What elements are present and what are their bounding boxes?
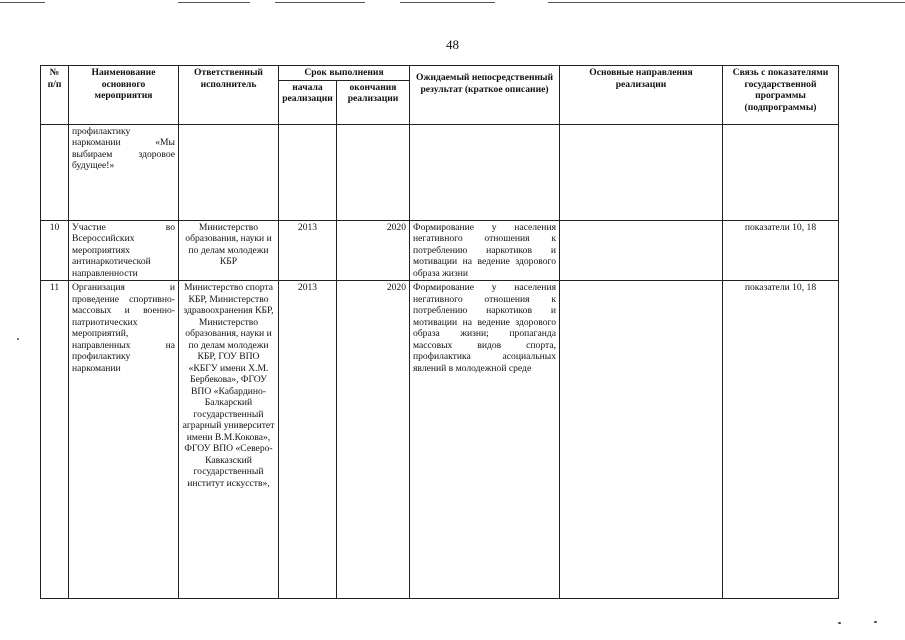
row-executor: Министерство спорта КБР, Министерство здравоохранения КБР, Министерство образования, науки и по делам молодежи КБР, ГОУ ВПО «КБГУ имени Х.М. Бербекова», ФГОУ ВПО «Кабардино-Балкарский государственный аграрный университет имени В.М.Кокова», ФГОУ ВПО «Северо-Кавказский государственный институт искусств», xyxy=(179,281,279,599)
row-end-year: 2020 xyxy=(337,220,410,281)
row-expected-result xyxy=(410,124,560,220)
scan-speck xyxy=(17,338,19,340)
header-number: № п/п xyxy=(41,66,69,125)
row-directions xyxy=(560,281,723,599)
table-row xyxy=(41,281,839,599)
row-program-link: показатели 10, 18 xyxy=(723,281,839,599)
scan-line xyxy=(400,2,495,3)
row-start-year: 2013 xyxy=(279,220,337,281)
row-program-link: показатели 10, 18 xyxy=(723,220,839,281)
row-number: 10 xyxy=(41,220,69,281)
header-expected-result: Ожидаемый непосредственный результат (краткое описание) xyxy=(410,66,560,125)
row-activity-name: профилактику наркомании «Мы выбираем здоровое будущее!» xyxy=(69,124,179,220)
scan-line xyxy=(178,2,250,3)
row-directions xyxy=(560,220,723,281)
page-number: 48 xyxy=(446,37,459,52)
row-activity-name: Организация и проведение спортивно-массовых и военно-патриотических мероприятий, направленных на профилактику наркомании xyxy=(69,281,179,599)
header-period: Срок выполнения xyxy=(279,66,410,81)
row-expected-result: Формирование у населения негативного отношения к потреблению наркотиков и мотивации на ведение здорового образа жизни; пропаганда массовых видов спорта, профилактика асоциальных явлений в молодежной среде xyxy=(410,281,560,599)
header-end: окончания реализации xyxy=(337,80,410,124)
row-number: 11 xyxy=(41,281,69,599)
header-directions: Основные направления реализации xyxy=(560,66,723,125)
row-activity-name: Участие во Всероссийских мероприятиях антинаркотической направленности xyxy=(69,220,179,281)
scan-line xyxy=(275,2,365,3)
scan-speck xyxy=(874,621,877,623)
scan-line xyxy=(0,2,45,3)
scan-speck xyxy=(838,622,841,624)
activities-table xyxy=(40,65,839,599)
row-start-year xyxy=(279,124,337,220)
table-row xyxy=(41,220,839,281)
row-expected-result: Формирование у населения негативного отношения к потреблению наркотиков и мотивации на ведение здорового образа жизни xyxy=(410,220,560,281)
row-number xyxy=(41,124,69,220)
header-program-link: Связь с показателями государственной программы (подпрограммы) xyxy=(723,66,839,125)
row-directions xyxy=(560,124,723,220)
row-end-year: 2020 xyxy=(337,281,410,599)
row-executor xyxy=(179,124,279,220)
row-program-link xyxy=(723,124,839,220)
row-end-year xyxy=(337,124,410,220)
scan-line xyxy=(548,2,905,3)
header-activity-name: Наименование основного мероприятия xyxy=(69,66,179,125)
table-row xyxy=(41,124,839,220)
row-start-year: 2013 xyxy=(279,281,337,599)
header-executor: Ответственный исполнитель xyxy=(179,66,279,125)
row-executor: Министерство образования, науки и по делам молодежи КБР xyxy=(179,220,279,281)
header-start: начала реализации xyxy=(279,80,337,124)
